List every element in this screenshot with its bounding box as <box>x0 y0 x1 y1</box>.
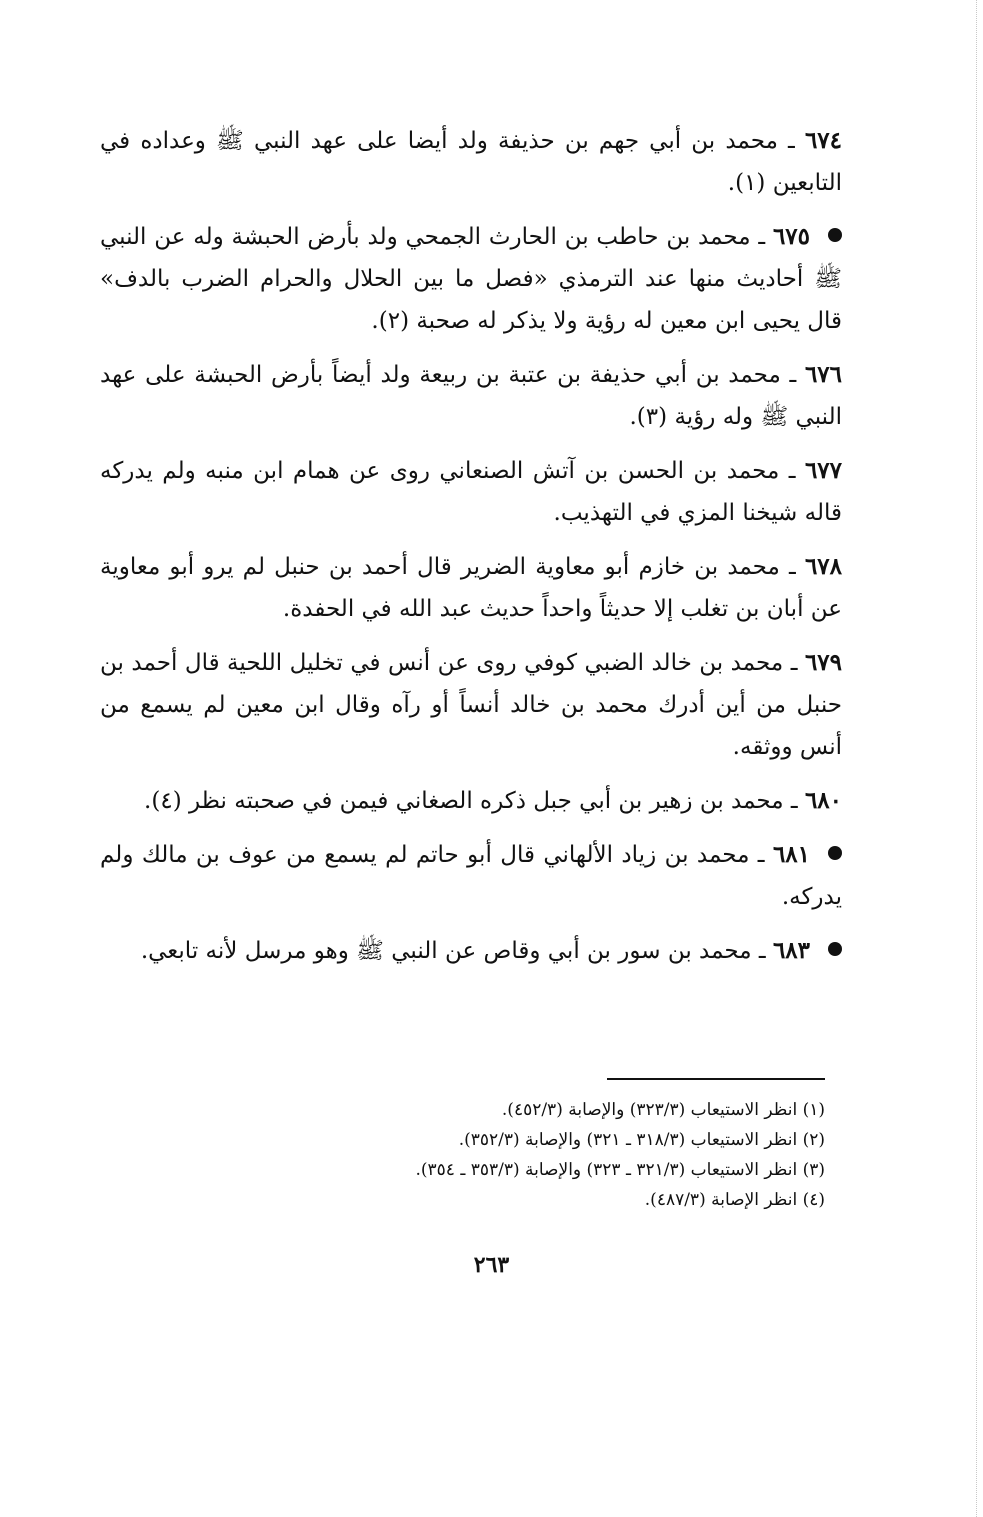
bullet-icon <box>828 846 842 860</box>
entry-676 <box>100 354 842 438</box>
footnotes <box>300 1095 825 1215</box>
entry-number: ٦٨٣ <box>772 937 810 964</box>
entry-number: ٦٧٩ <box>804 649 842 676</box>
entry-number: ٦٨٠ <box>804 787 842 814</box>
entry-number: ٦٨١ <box>772 841 810 868</box>
bullet-icon <box>828 942 842 956</box>
entry-number: ٦٧٧ <box>804 457 842 484</box>
entry-text: ـ محمد بن الحسن بن آتش الصنعاني روى عن همام ابن منبه ولم يدركه قاله شيخنا المزي في التهذيب. <box>100 458 842 526</box>
footnote-3: (٣) انظر الاستيعاب (٣٢١/٣ ـ ٣٢٣) والإصابة (٣٥٣/٣ ـ ٣٥٤). <box>415 1160 825 1180</box>
entry-number: ٦٧٤ <box>804 127 843 154</box>
entry-number: ٦٧٥ <box>772 223 810 250</box>
entry-text: ـ محمد بن حاطب بن الحارث الجمحي ولد بأرض الحبشة وله عن النبي ﷺ أحاديث منها عند الترمذي «فصل ما بين الحلال والحرام الضرب بالدف» قال يحيى ابن معين له رؤية ولا يذكر له صحبة (٢). <box>100 224 842 334</box>
scan-edge-dots <box>976 0 977 1517</box>
entry-678 <box>100 546 842 630</box>
footnote-2: (٢) انظر الاستيعاب (٣١٨/٣ ـ ٣٢١) والإصابة (٣٥٢/٣). <box>458 1130 825 1150</box>
entry-683 <box>100 930 842 972</box>
entry-675 <box>100 216 842 342</box>
entry-text: ـ محمد بن زهير بن أبي جبل ذكره الصغاني فيمن في صحبته نظر (٤). <box>144 788 805 814</box>
footnote-4: (٤) انظر الإصابة (٤٨٧/٣). <box>644 1190 825 1210</box>
entry-text: ـ محمد بن زياد الألهاني قال أبو حاتم لم يسمع من عوف بن مالك ولم يدركه. <box>100 842 842 910</box>
footnote-1: (١) انظر الاستيعاب (٣٢٣/٣) والإصابة (٤٥٢/٣). <box>501 1100 825 1120</box>
page-number: ٢٦٣ <box>473 1252 510 1278</box>
entry-677 <box>100 450 842 534</box>
entry-text: ـ محمد بن خالد الضبي كوفي روى عن أنس في تخليل اللحية قال أحمد بن حنبل من أين أدرك محمد بن خالد أنساً أو رآه وقال ابن معين لم يسمع من أنس ووثقه. <box>100 650 842 760</box>
entry-text: ـ محمد بن سور بن أبي وقاص عن النبي ﷺ وهو مرسل لأنه تابعي. <box>140 938 773 964</box>
bullet-icon <box>828 228 842 242</box>
entry-text: ـ محمد بن خازم أبو معاوية الضرير قال أحمد بن حنبل لم يرو أبو معاوية عن أبان بن تغلب إلا حديثاً واحداً حديث عبد الله في الحفدة. <box>100 554 842 622</box>
entry-680 <box>100 780 842 822</box>
footnote-divider <box>607 1078 825 1080</box>
entry-text: ـ محمد بن أبي حذيفة بن عتبة بن ربيعة ولد أيضاً بأرض الحبشة على عهد النبي ﷺ وله رؤية (٣). <box>100 362 842 430</box>
entry-number: ٦٧٨ <box>804 553 842 580</box>
entry-number: ٦٧٦ <box>804 361 842 388</box>
entry-679 <box>100 642 842 768</box>
entry-681 <box>100 834 842 918</box>
entry-674 <box>100 120 842 204</box>
entry-text: ـ محمد بن أبي جهم بن حذيفة ولد أيضا على عهد النبي ﷺ وعداده في التابعين (١). <box>100 128 842 196</box>
main-text <box>100 120 842 984</box>
